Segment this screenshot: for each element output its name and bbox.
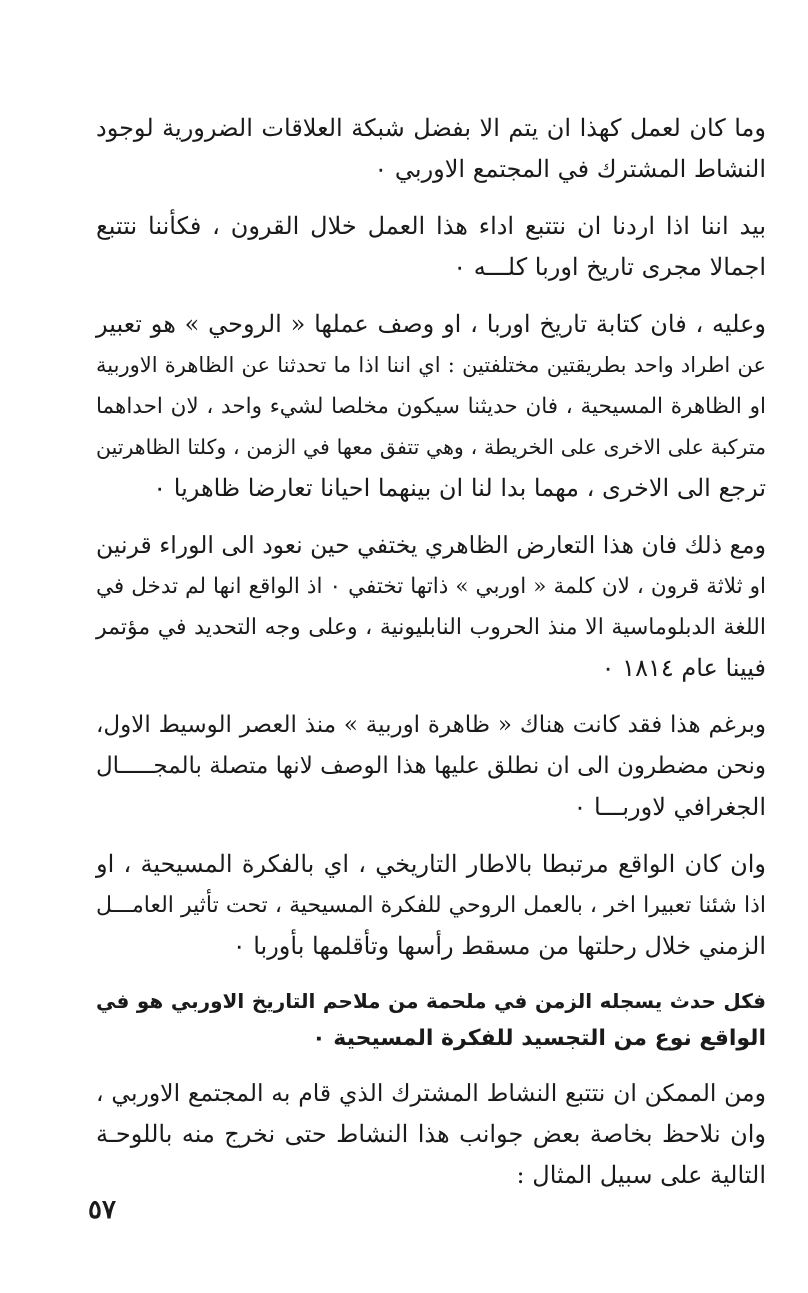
- paragraph: [96, 844, 766, 967]
- text-line: النشاط المشترك في المجتمع الاوربي ٠: [374, 155, 766, 183]
- text-line: وبرغم هذا فقد كانت هناك « ظاهرة اوربية » منذ العصر الوسيط الاول،: [96, 712, 766, 738]
- text-line: متركبة على الاخرى على الخريطة ، وهي تتفق معها في الزمن ، وكلتا الظاهرتين: [96, 435, 766, 459]
- text-line: الواقع نوع من التجسيد للفكرة المسيحية ٠: [312, 1026, 766, 1051]
- text-line: ومع ذلك فان هذا التعارض الظاهري يختفي حين نعود الى الوراء قرنين: [96, 531, 766, 559]
- text-line: فيينا عام ١٨١٤ ٠: [601, 654, 766, 682]
- text-line: التالية على سبيل المثال :: [516, 1161, 766, 1189]
- text-line: اللغة الدبلوماسية الا منذ الحروب النابليونية ، وعلى وجه التحديد في مؤتمر: [96, 615, 766, 640]
- emphasized-paragraph: [96, 983, 766, 1057]
- text-line: او الظاهرة المسيحية ، فان حديثنا سيكون مخلصا لشيء واحد ، لان احداهما: [96, 394, 766, 419]
- text-line: الجغرافي لاوربـــا ٠: [573, 793, 766, 821]
- paragraph: [96, 304, 766, 509]
- text-line: وان نلاحظ بخاصة بعض جوانب هذا النشاط حتى نخرج منه باللوحـة: [96, 1120, 766, 1148]
- text-line: ومن الممكن ان نتتبع النشاط المشترك الذي قام به المجتمع الاوربي ،: [96, 1079, 766, 1107]
- paragraph: [96, 108, 766, 190]
- paragraph: [96, 206, 766, 288]
- page-number: ٥٧: [88, 1195, 116, 1225]
- text-line: وعليه ، فان كتابة تاريخ اوربا ، او وصف عملها « الروحي » هو تعبير: [96, 310, 767, 338]
- text-line: او ثلاثة قرون ، لان كلمة « اوربي » ذاتها تختفي ٠ اذ الواقع انها لم تدخل في: [96, 574, 766, 599]
- text-line: اجمالا مجرى تاريخ اوربا كلـــه ٠: [453, 253, 766, 281]
- paragraph: [96, 1073, 766, 1196]
- paragraph: [96, 705, 766, 828]
- text-line: ونحن مضطرون الى ان نطلق عليها هذا الوصف لانها متصلة بالمجـــــال: [95, 753, 766, 779]
- text-line: وان كان الواقع مرتبطا بالاطار التاريخي ، اي بالفكرة المسيحية ، او: [96, 850, 766, 878]
- text-line: ترجع الى الاخرى ، مهما بدا لنا ان بينهما احيانا تعارضا ظاهريا ٠: [153, 474, 766, 502]
- body-text: [96, 108, 766, 1212]
- text-line: الزمني خلال رحلتها من مسقط رأسها وتأقلمها بأوربا ٠: [232, 932, 766, 960]
- text-line: فكل حدث يسجله الزمن في ملحمة من ملاحم التاريخ الاوربي هو في: [96, 989, 766, 1013]
- text-line: اذا شئنا تعبيرا اخر ، بالعمل الروحي للفكرة المسيحية ، تحت تأثير العامـــل: [96, 893, 766, 918]
- text-line: بيد اننا اذا اردنا ان نتتبع اداء هذا العمل خلال القرون ، فكأننا نتتبع: [96, 212, 766, 240]
- paragraph: [96, 525, 766, 689]
- text-line: عن اطراد واحد بطريقتين مختلفتين : اي اننا اذا ما تحدثنا عن الظاهرة الاوربية: [96, 353, 766, 377]
- text-line: وما كان لعمل كهذا ان يتم الا بفضل شبكة العلاقات الضرورية لوجود: [96, 114, 766, 142]
